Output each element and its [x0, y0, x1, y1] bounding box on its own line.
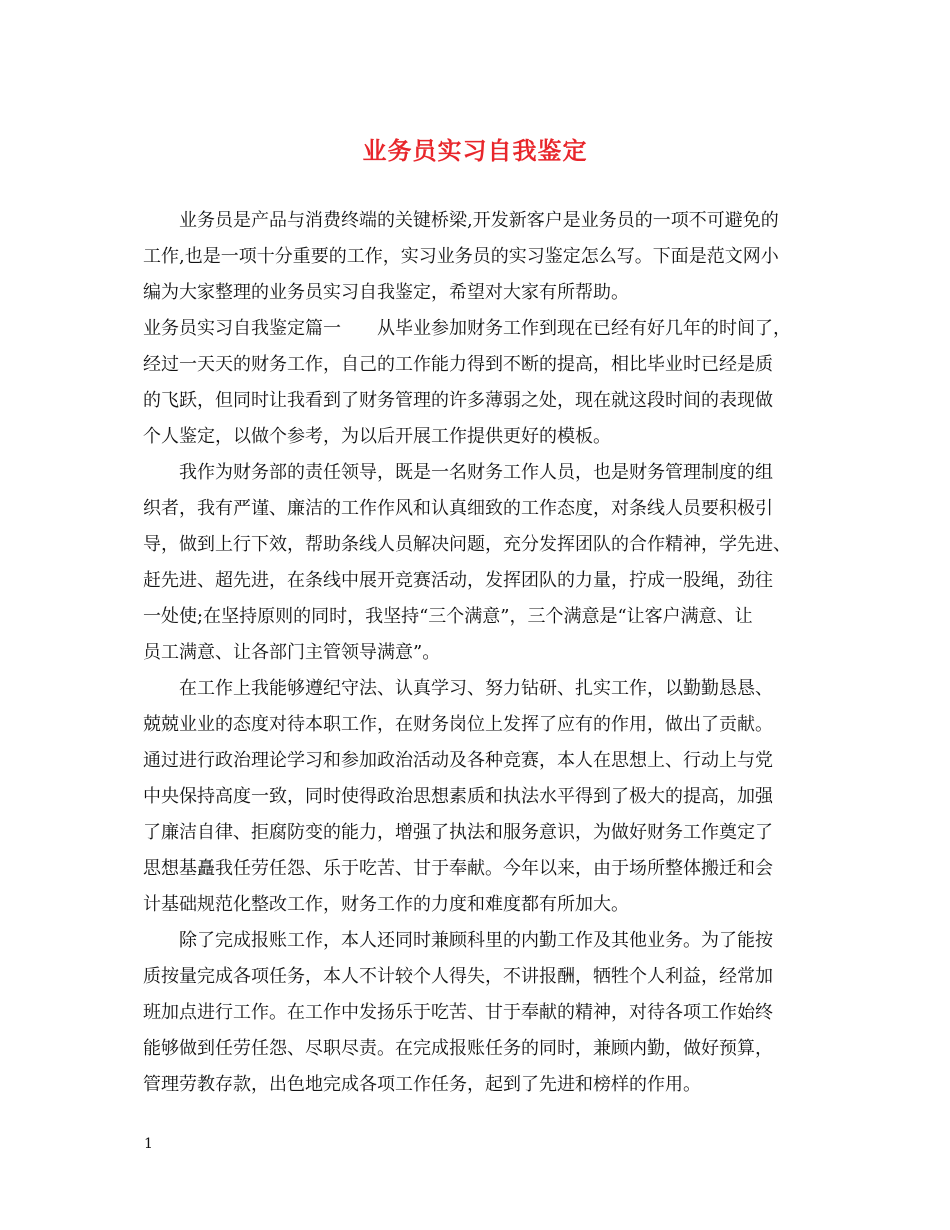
paragraph-line: 个人鉴定，以做个参考，为以后开展工作提供更好的模板。 — [143, 426, 611, 447]
paragraph-line: 中央保持高度一致，同时使得政治思想素质和执法水平得到了极大的提高，加强 — [143, 786, 773, 807]
paragraph-line: 通过进行政治理论学习和参加政治活动及各种竞赛，本人在思想上、行动上与党 — [143, 750, 773, 771]
paragraph-line: 经过一天天的财务工作，自己的工作能力得到不断的提高，相比毕业时已经是质 — [143, 354, 773, 375]
paragraph-line: 编为大家整理的业务员实习自我鉴定，希望对大家有所帮助。 — [143, 282, 629, 303]
paragraph-line: 质按量完成各项任务，本人不计较个人得失，不讲报酬，牺牲个人利益，经常加 — [143, 966, 773, 987]
paragraph-line: 一处使;在坚持原则的同时，我坚持“三个满意”，三个满意是“让客户满意、让 — [143, 606, 753, 627]
document-body — [143, 203, 823, 1103]
section-heading-line: 业务员实习自我鉴定篇一 从毕业参加财务工作到现在已经有好几年的时间了， — [143, 318, 791, 339]
paragraph-line: 班加点进行工作。在工作中发扬乐于吃苦、甘于奉献的精神，对待各项工作始终 — [143, 1002, 773, 1023]
paragraph-line: 工作,也是一项十分重要的工作，实习业务员的实习鉴定怎么写。下面是范文网小 — [143, 246, 779, 267]
document-title: 业务员实习自我鉴定 — [362, 136, 588, 165]
paragraph-line: 导，做到上行下效，帮助条线人员解决问题，充分发挥团队的合作精神，学先进、 — [143, 534, 791, 555]
paragraph-line: 管理劳教存款，出色地完成各项工作任务，起到了先进和榜样的作用。 — [143, 1074, 701, 1095]
paragraph-line: 织者，我有严谨、廉洁的工作作风和认真细致的工作态度，对条线人员要积极引 — [143, 498, 773, 519]
paragraph-line: 了廉洁自律、拒腐防变的能力，增强了执法和服务意识，为做好财务工作奠定了 — [143, 822, 773, 843]
paragraph-line: 除了完成报账工作，本人还同时兼顾科里的内勤工作及其他业务。为了能按 — [179, 930, 773, 951]
paragraph-line: 能够做到任劳任怨、尽职尽责。在完成报账任务的同时，兼顾内勤，做好预算， — [143, 1038, 773, 1059]
paragraph-line: 在工作上我能够遵纪守法、认真学习、努力钻研、扎实工作，以勤勤恳恳、 — [179, 678, 773, 699]
paragraph-line: 员工满意、让各部门主管领导满意”。 — [143, 642, 441, 663]
paragraph-line: 思想基矗我任劳任怨、乐于吃苦、甘于奉献。今年以来，由于场所整体搬迁和会 — [143, 858, 773, 879]
paragraph-line: 兢兢业业的态度对待本职工作，在财务岗位上发挥了应有的作用，做出了贡献。 — [143, 714, 773, 735]
paragraph-line: 的飞跃，但同时让我看到了财务管理的许多薄弱之处，现在就这段时间的表现做 — [143, 390, 773, 411]
page-number: 1 — [144, 1136, 153, 1152]
paragraph-line: 业务员是产品与消费终端的关键桥梁,开发新客户是业务员的一项不可避免的 — [179, 210, 779, 231]
paragraph-line: 计基础规范化整改工作，财务工作的力度和难度都有所加大。 — [143, 894, 629, 915]
paragraph-line: 我作为财务部的责任领导，既是一名财务工作人员，也是财务管理制度的组 — [179, 462, 773, 483]
paragraph-line: 赶先进、超先进，在条线中展开竞赛活动，发挥团队的力量，拧成一股绳，劲往 — [143, 570, 773, 591]
